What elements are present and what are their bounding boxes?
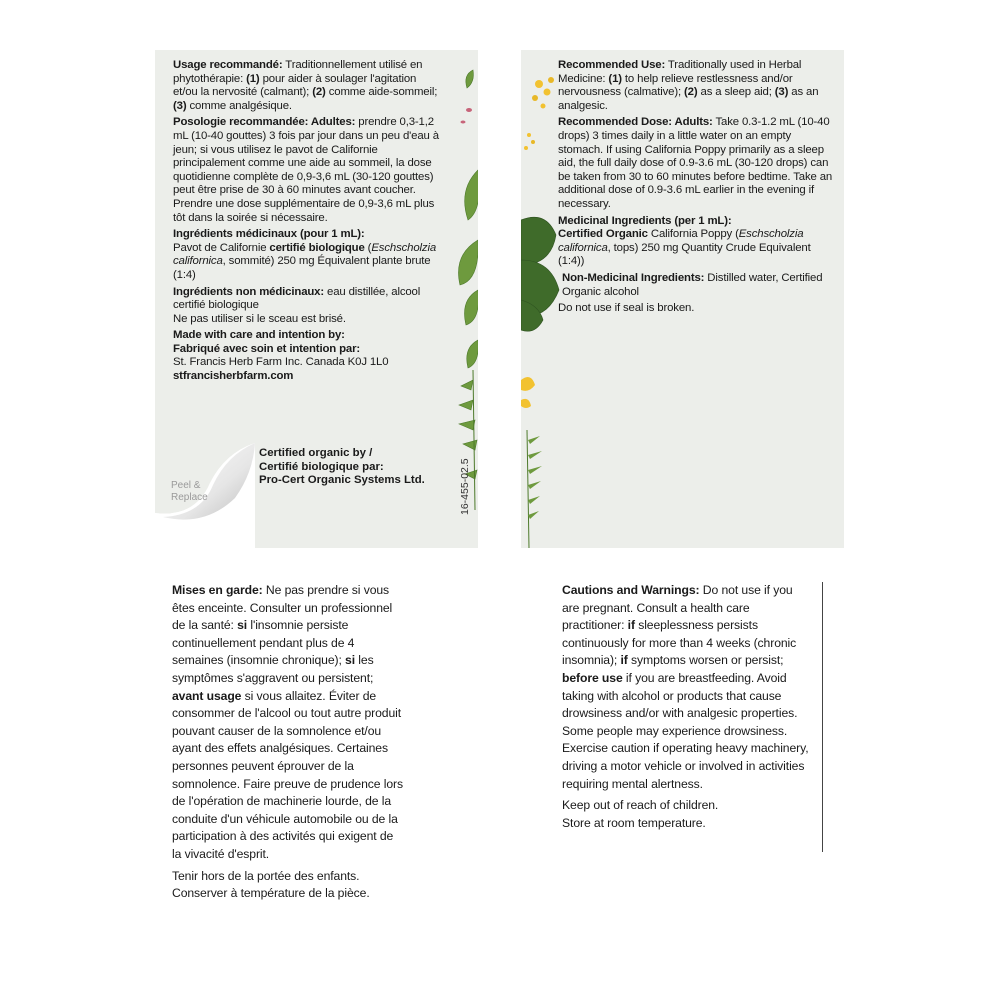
certifier-name: Pro-Cert Organic Systems Ltd. [259,474,425,487]
warnings-emphasis: if [627,618,635,633]
warnings-emphasis: before use [562,670,623,685]
storage-temperature: Store at room temperature. [562,815,706,830]
usage-text: as an analgesic. [558,86,819,112]
storage-temperature: Conserver à température de la pièce. [172,886,370,901]
usage-number: (3) [774,86,789,99]
medicinal-text: Pavot de Californie [173,241,270,254]
usage-number: (3) [173,99,187,112]
replace-line: Replace [171,492,208,503]
non-medicinal-label: Ingrédients non médicinaux: [173,285,325,298]
dose-text: prendre 0,3-1,2 mL (10-40 gouttes) 3 fois par jour dans un peu d'eau à jeun; si vous utilisez le pavot de Californie principalement comme une aide au sommeil, la dose quotidienne complète de 0,9-3,6 mL (30-120 gouttes) peut être prise de 30 à 60 minutes avant coucher. Prendre une dose supplémentaire de 0,9-3,6 mL plus tôt dans la soirée si nécessaire. [173,116,439,224]
warnings-text: Do not use if you are pregnant. Consult a health care practitioner: [562,583,793,633]
peel-replace-text [171,480,208,504]
warnings-emphasis: if [620,653,628,668]
latin-name: Eschscholzia californica [173,241,437,268]
usage-text: pour aider à soulager l'agitation et/ou la nervosité (calmant); [173,72,417,99]
cert-line: Certifié biologique par: [259,460,384,473]
warnings-body-en [562,582,812,793]
certified-organic-label: Certified Organic [558,228,648,241]
storage-en [562,797,812,832]
keep-out-of-reach: Tenir hors de la portée des enfants. [172,868,360,883]
storage-fr [172,868,404,903]
website-link: stfrancisherbfarm.com [173,370,294,383]
made-by-fr: Fabriqué avec soin et intention par: [173,342,361,355]
seal-warning-en: Do not use if seal is broken. [558,302,695,315]
medicinal-text: ( [364,241,372,254]
column-divider [822,582,823,852]
seal-warning-fr: Ne pas utiliser si le sceau est brisé. [173,312,346,325]
usage-text: comme analgésique. [186,99,292,112]
medicinal-text: , sommité) 250 mg Équivalent plante brute (1:4) [173,255,431,281]
recommended-dose-en [558,116,834,211]
recommended-use-fr [173,59,443,113]
usage-label: Usage recommandé: [173,59,283,71]
usage-text: to help relieve restlessness and/or nervousness (calmative); [558,72,793,99]
warnings-body-fr [172,582,404,864]
medicinal-text: California Poppy ( [647,228,739,241]
usage-text: Traditionnellement utilisé en phytothérapie: [173,59,423,85]
lot-code: 16-455-02.5 [459,458,471,515]
dose-text: Take 0.3-1.2 mL (10-40 drops) 3 times daily in a little water on an empty stomach. If using California Poppy primarily as a sleep aid, the full daily dose of 0.9-3.6 mL (30-120 drops) can be taken from 30 to 60 minutes before bedtime. Take an additional dose of 0.9-3.6 mL earlier in the evening if necessary. [558,116,833,210]
warnings-emphasis: avant usage [172,688,242,703]
medicinal-label: Medicinal Ingredients (per 1 mL): [558,214,732,227]
latin-name: Eschscholzia californica [558,228,804,254]
non-medicinal-label: Non-Medicinal Ingredients: [562,271,705,284]
medicinal-ingredients-en [558,215,834,269]
warnings-text: les symptômes s'aggravent ou persistent; [172,653,374,685]
cert-line: Certified organic by / [259,447,373,459]
recommended-dose-fr [173,116,443,225]
dose-label: Posologie recommandée: Adultes: [173,116,356,129]
certified-organic-label: certifié biologique [269,241,365,254]
recommended-use-en [558,59,834,113]
made-by-en: Made with care and intention by: [173,329,345,342]
certification-block [259,447,425,488]
warnings-text: symptoms worsen or persist; [627,653,784,668]
usage-text: comme aide-sommeil; [325,86,438,99]
medicinal-label: Ingrédients médicinaux (pour 1 mL): [173,228,365,241]
usage-number: (1) [608,72,622,85]
warnings-french [172,582,404,903]
usage-number: (2) [684,86,698,99]
label-panel-english [521,50,844,548]
warnings-emphasis: si [345,653,355,668]
warnings-text: sleeplessness persists continuously for more than 4 weeks (chronic insomnia); [562,618,797,668]
keep-out-of-reach: Keep out of reach of children. [562,798,719,813]
label-panel-french [155,50,478,548]
made-by-block [173,329,443,383]
warnings-label: Mises en garde: [172,583,263,597]
warnings-emphasis: si [237,618,248,633]
non-medicinal-ingredients-fr [173,286,443,313]
peel-line: Peel & [171,480,201,491]
warnings-text: Ne pas prendre si vous êtes enceinte. Consulter un professionnel de la santé: [172,583,393,633]
warnings-english [562,582,812,832]
dose-label: Recommended Dose: Adults: [558,116,713,129]
medicinal-ingredients-fr [173,228,443,282]
warnings-text: si vous allaitez. Éviter de consommer de l'alcool ou tout autre produit pouvant causer de la somnolence et/ou ayant des effets analgésiques. Certaines personnes peuvent éprouver de la somnolence. Faire preuve de prudence lors de l'opération de machinerie lourde, de la conduite d'un véhicule automobile ou de la participation à des activités qui exigent de la vivacité d'esprit. [172,688,403,861]
english-label-text [558,59,834,319]
non-medicinal-ingredients-en [558,272,834,299]
non-medicinal-text: Distilled water, Certified Organic alcohol [562,271,823,298]
usage-number: (2) [312,86,326,99]
warnings-label: Cautions and Warnings: [562,583,700,597]
warnings-text: if you are breastfeeding. Avoid taking with alcohol or products that cause drowsiness and/or with analgesic properties. Some people may experience drowsiness. Exercise caution if operating heavy machinery, driving a motor vehicle or involved in activities requiring mental alertness. [562,670,809,791]
usage-number: (1) [246,72,260,85]
usage-text: as a sleep aid; [697,86,775,99]
usage-text: Traditionally used in Herbal Medicine: [558,59,802,85]
non-medicinal-text: eau distillée, alcool certifié biologique [173,285,421,312]
french-label-text [173,59,443,384]
warnings-text: l'insomnie persiste continuellement pendant plus de 4 semaines (insomnie chronique); [172,618,355,668]
usage-label: Recommended Use: [558,59,666,71]
company-address: St. Francis Herb Farm Inc. Canada K0J 1L0 [173,356,389,369]
medicinal-text: , tops) 250 mg Quantity Crude Equivalent (1:4)) [558,241,811,268]
